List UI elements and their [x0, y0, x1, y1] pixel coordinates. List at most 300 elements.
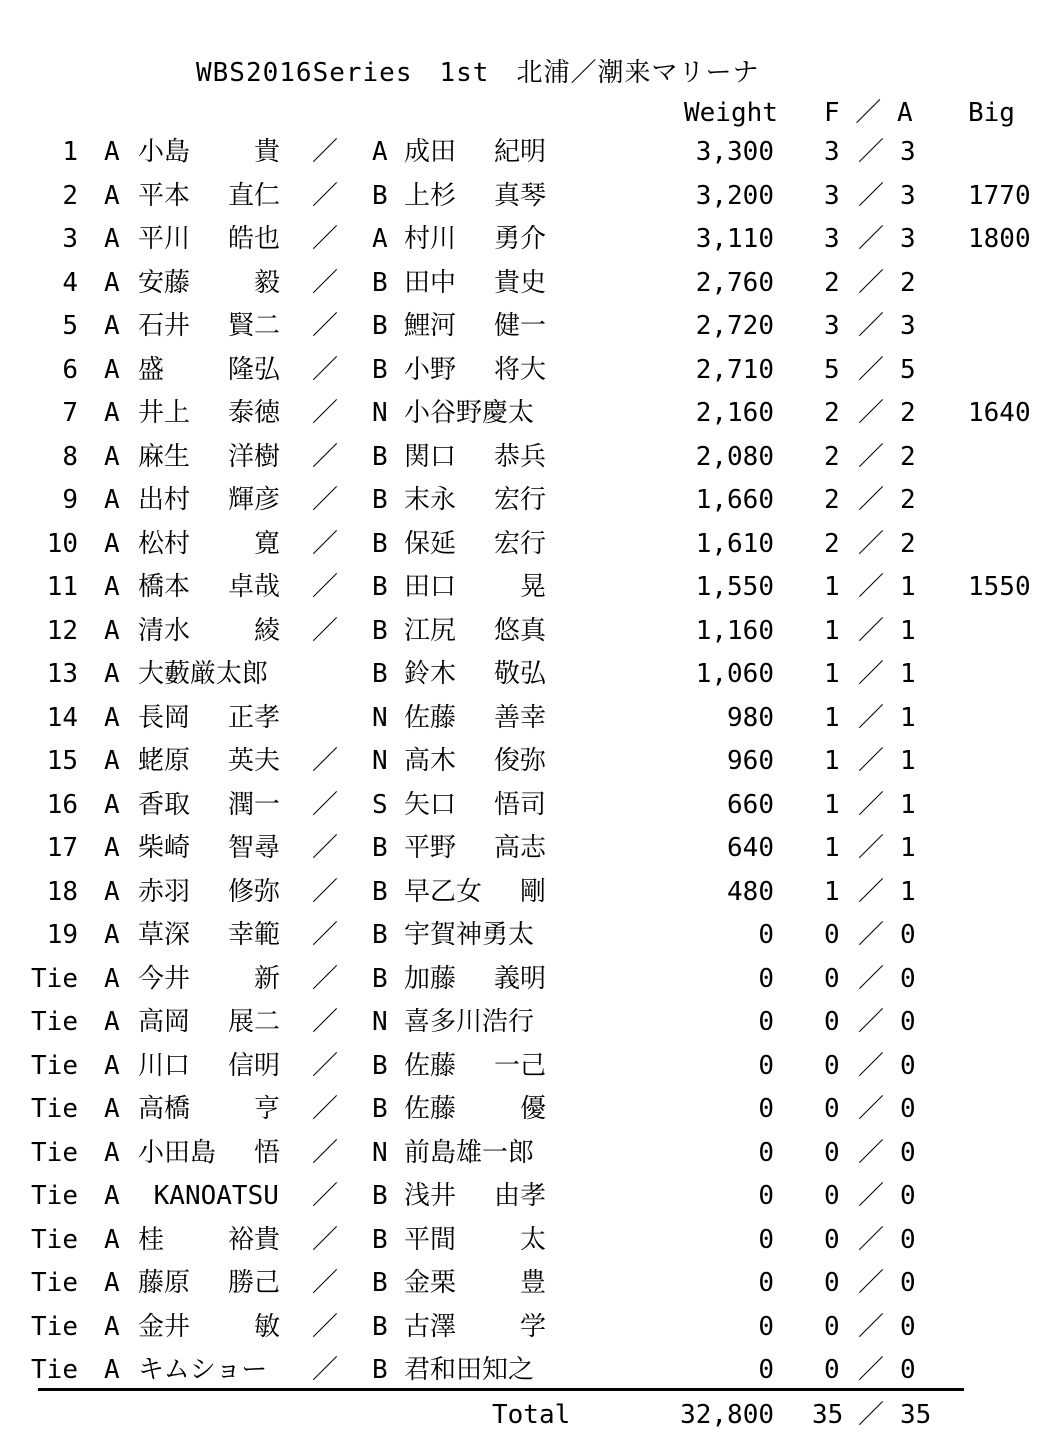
- class-1: A: [104, 485, 120, 515]
- name-2-family: 上杉: [404, 180, 457, 211]
- a-count: 1: [900, 702, 916, 733]
- a-count: 0: [900, 1137, 916, 1168]
- name-1-given: 正孝: [228, 702, 281, 733]
- name-1-given: 直仁: [228, 180, 281, 211]
- class-1: A: [104, 920, 120, 950]
- class-2: B: [372, 1224, 388, 1255]
- name-2-given: 悟司: [494, 789, 547, 820]
- weight-cell: 1,160: [695, 615, 774, 646]
- class-1: A: [104, 789, 120, 820]
- name-separator: ／: [312, 267, 339, 298]
- class-1: A: [104, 1094, 120, 1124]
- total-a: 35: [900, 1400, 932, 1430]
- f-count: 0: [824, 1311, 840, 1342]
- fa-slash: ／: [858, 224, 885, 254]
- f-count: 0: [824, 1224, 840, 1255]
- name-2-given: 由孝: [494, 1181, 547, 1211]
- class-2: B: [372, 920, 388, 950]
- name-1-family: 平川: [138, 224, 191, 254]
- rank-cell: 1: [62, 137, 78, 167]
- name-1-given: 貴: [228, 137, 281, 167]
- a-count: 0: [900, 963, 916, 994]
- a-count: 0: [900, 1094, 916, 1124]
- a-count: 0: [900, 1268, 916, 1298]
- class-2: B: [372, 1355, 388, 1385]
- header-big: Big: [968, 98, 1015, 128]
- name-2-given: 高志: [494, 833, 547, 863]
- table-row: [0, 1311, 1046, 1354]
- f-count: 2: [824, 528, 840, 559]
- total-divider: [38, 1388, 964, 1391]
- fa-slash: ／: [858, 702, 885, 733]
- table-row: [0, 354, 1046, 397]
- name-1-given: 修弥: [228, 876, 281, 907]
- name-2-given: 悠真: [494, 615, 547, 646]
- name-1-given: 亨: [228, 1094, 281, 1124]
- name-1-given: 洋樹: [228, 441, 281, 472]
- class-2: N: [372, 1137, 388, 1168]
- name-separator: ／: [312, 1181, 339, 1211]
- weight-cell: 0: [758, 920, 774, 950]
- name-1-given: 輝彦: [228, 485, 281, 515]
- table-row: [0, 574, 1046, 614]
- name-2-given: 義明: [494, 963, 547, 994]
- name-separator: ／: [312, 1007, 339, 1037]
- fa-slash: ／: [858, 876, 885, 907]
- fa-slash: ／: [858, 1268, 885, 1298]
- weight-cell: 1,610: [695, 528, 774, 559]
- table-row: [0, 313, 1046, 353]
- name-1-family: 香取: [138, 789, 191, 820]
- name-2-family: 関口: [404, 441, 457, 472]
- table-row: [0, 748, 1046, 788]
- name-1-family: 藤原: [138, 1268, 191, 1298]
- weight-cell: 960: [727, 746, 774, 776]
- name-1-given: 悟: [228, 1137, 281, 1168]
- name-1-family: 川口: [138, 1050, 191, 1081]
- f-count: 0: [824, 1137, 840, 1168]
- class-2: A: [372, 137, 388, 167]
- fa-slash: ／: [858, 1050, 885, 1081]
- table-row: [0, 139, 1046, 179]
- rank-cell: 11: [46, 572, 78, 602]
- name-1-given: 新: [228, 963, 281, 994]
- name-1-given: 信明: [228, 1050, 281, 1081]
- f-count: 2: [824, 441, 840, 472]
- name-1-family: 赤羽: [138, 876, 191, 907]
- name-2-given: 俊弥: [494, 746, 547, 776]
- name-2-family: 早乙女: [404, 876, 483, 907]
- table-row: [0, 528, 1046, 571]
- rank-cell: 17: [46, 833, 78, 863]
- big-fish: 1800: [968, 224, 1031, 254]
- class-2: N: [372, 398, 388, 428]
- a-count: 0: [900, 1224, 916, 1255]
- total-label: Total: [492, 1400, 571, 1430]
- name-2-given: 紀明: [494, 137, 547, 167]
- f-count: 5: [824, 354, 840, 385]
- f-count: 1: [824, 572, 840, 602]
- f-count: 1: [824, 876, 840, 907]
- f-count: 1: [824, 615, 840, 646]
- f-count: 1: [824, 746, 840, 776]
- name-1-given: 敏: [228, 1311, 281, 1342]
- name-2-family: 平間: [404, 1224, 457, 1255]
- name-2-given: 宏行: [494, 528, 547, 559]
- table-row: [0, 661, 1046, 701]
- weight-cell: 0: [758, 1268, 774, 1298]
- name-separator: ／: [312, 137, 339, 167]
- name-2-family: 江尻: [404, 615, 457, 646]
- class-2: B: [372, 1268, 388, 1298]
- fa-slash: ／: [858, 1094, 885, 1124]
- fa-slash: ／: [858, 398, 885, 428]
- rank-cell: 18: [46, 876, 78, 907]
- table-row: [0, 876, 1046, 919]
- name-separator: ／: [312, 1311, 339, 1342]
- name-2-given: 貴史: [494, 267, 547, 298]
- name-separator: ／: [312, 180, 339, 211]
- class-1: A: [104, 702, 120, 733]
- name-2-family: 保延: [404, 528, 457, 559]
- a-count: 0: [900, 1050, 916, 1081]
- f-count: 3: [824, 180, 840, 211]
- name-1-family: 盛: [138, 354, 165, 385]
- rank-cell: Tie: [31, 963, 78, 994]
- weight-cell: 640: [727, 833, 774, 863]
- f-count: 1: [824, 833, 840, 863]
- f-count: 1: [824, 702, 840, 733]
- a-count: 0: [900, 1007, 916, 1037]
- name-2-given: 優: [494, 1094, 547, 1124]
- name-1-family: 出村: [138, 485, 191, 515]
- name-2-given: 一己: [494, 1050, 547, 1081]
- class-2: N: [372, 1007, 388, 1037]
- name-separator: ／: [312, 1224, 339, 1255]
- name-1-family: 長岡: [138, 702, 191, 733]
- name-2-given: 健一: [494, 311, 547, 341]
- name-1-given: 英夫: [228, 746, 281, 776]
- name-separator: ／: [312, 615, 339, 646]
- name-separator: ／: [312, 572, 339, 602]
- table-row: [0, 1357, 1046, 1397]
- rank-cell: Tie: [31, 1311, 78, 1342]
- class-1: A: [104, 311, 120, 341]
- a-count: 3: [900, 311, 916, 341]
- class-2: B: [372, 1094, 388, 1124]
- f-count: 2: [824, 398, 840, 428]
- fa-slash: ／: [858, 1007, 885, 1037]
- header-fa: F ／ A: [824, 98, 913, 128]
- f-count: 0: [824, 1050, 840, 1081]
- rank-cell: 16: [46, 789, 78, 820]
- name-separator: ／: [312, 789, 339, 820]
- name-2-family: 君和田知之: [404, 1355, 535, 1385]
- name-1-family: 高橋: [138, 1094, 191, 1124]
- a-count: 0: [900, 1355, 916, 1385]
- name-2-family: 古澤: [404, 1311, 457, 1342]
- weight-cell: 0: [758, 1094, 774, 1124]
- fa-slash: ／: [858, 311, 885, 341]
- name-2-given: 善幸: [494, 702, 547, 733]
- fa-slash: ／: [858, 572, 885, 602]
- name-1-family: 橋本: [138, 572, 191, 602]
- a-count: 2: [900, 485, 916, 515]
- rank-cell: 5: [62, 311, 78, 341]
- name-separator: ／: [312, 876, 339, 907]
- class-2: B: [372, 441, 388, 472]
- f-count: 3: [824, 137, 840, 167]
- table-row: [0, 1183, 1046, 1223]
- name-2-family: 小谷野慶太: [404, 398, 535, 428]
- name-2-family: 村川: [404, 224, 457, 254]
- table-row: [0, 487, 1046, 527]
- table-row: [0, 922, 1046, 962]
- class-1: A: [104, 1050, 120, 1081]
- name-separator: ／: [312, 398, 339, 428]
- a-count: 3: [900, 137, 916, 167]
- name-2-given: 豊: [494, 1268, 547, 1298]
- fa-slash: ／: [858, 137, 885, 167]
- weight-cell: 1,060: [695, 659, 774, 689]
- name-separator: ／: [312, 224, 339, 254]
- f-count: 0: [824, 1094, 840, 1124]
- table-row: [0, 1270, 1046, 1310]
- class-1: A: [104, 963, 120, 994]
- name-2-family: 末永: [404, 485, 457, 515]
- name-1-family: 柴崎: [138, 833, 191, 863]
- name-2-family: 加藤: [404, 963, 457, 994]
- table-row: [0, 180, 1046, 223]
- name-separator: ／: [312, 833, 339, 863]
- total-row: [0, 1402, 1046, 1442]
- rank-cell: Tie: [31, 1094, 78, 1124]
- fa-slash: ／: [858, 354, 885, 385]
- table-row: [0, 1096, 1046, 1136]
- name-2-family: 矢口: [404, 789, 457, 820]
- class-2: B: [372, 615, 388, 646]
- name-2-family: 佐藤: [404, 1050, 457, 1081]
- class-2: B: [372, 876, 388, 907]
- name-1-family: 草深: [138, 920, 191, 950]
- a-count: 2: [900, 441, 916, 472]
- name-1-family: 高岡: [138, 1007, 191, 1037]
- weight-cell: 0: [758, 1007, 774, 1037]
- weight-cell: 480: [727, 876, 774, 907]
- class-1: A: [104, 659, 120, 689]
- name-1-given: 寛: [228, 528, 281, 559]
- class-1: A: [104, 224, 120, 254]
- a-count: 1: [900, 876, 916, 907]
- fa-slash: ／: [858, 485, 885, 515]
- weight-cell: 2,720: [695, 311, 774, 341]
- rank-cell: 4: [62, 267, 78, 298]
- name-1-family: 小田島: [138, 1137, 217, 1168]
- f-count: 3: [824, 311, 840, 341]
- name-2-given: 真琴: [494, 180, 547, 211]
- fa-slash: ／: [858, 789, 885, 820]
- name-2-family: 田中: [404, 267, 457, 298]
- name-1-family: 安藤: [138, 267, 191, 298]
- a-count: 2: [900, 398, 916, 428]
- name-1-given: 展二: [228, 1007, 281, 1037]
- name-2-family: 小野: [404, 354, 457, 385]
- name-1-given: 賢二: [228, 311, 281, 341]
- weight-cell: 3,200: [695, 180, 774, 211]
- class-2: B: [372, 1050, 388, 1081]
- f-count: 0: [824, 1268, 840, 1298]
- table-row: [0, 702, 1046, 745]
- name-2-given: 将大: [494, 354, 547, 385]
- name-2-family: 宇賀神勇太: [404, 920, 535, 950]
- a-count: 1: [900, 659, 916, 689]
- weight-cell: 0: [758, 1311, 774, 1342]
- a-count: 1: [900, 615, 916, 646]
- class-1: A: [104, 1268, 120, 1298]
- rank-cell: 19: [46, 920, 78, 950]
- name-2-given: 太: [494, 1224, 547, 1255]
- name-1-given: 潤一: [228, 789, 281, 820]
- weight-cell: 0: [758, 1181, 774, 1211]
- fa-slash: ／: [858, 963, 885, 994]
- class-1: A: [104, 746, 120, 776]
- rank-cell: 8: [62, 441, 78, 472]
- class-1: A: [104, 1355, 120, 1385]
- a-count: 3: [900, 224, 916, 254]
- f-count: 0: [824, 1355, 840, 1385]
- rank-cell: 12: [46, 615, 78, 646]
- name-1-given: 皓也: [228, 224, 281, 254]
- class-2: B: [372, 572, 388, 602]
- rank-cell: Tie: [31, 1224, 78, 1255]
- fa-slash: ／: [858, 746, 885, 776]
- class-2: B: [372, 267, 388, 298]
- class-1: A: [104, 1224, 120, 1255]
- weight-cell: 660: [727, 789, 774, 820]
- rank-cell: 3: [62, 224, 78, 254]
- table-row: [0, 615, 1046, 658]
- total-slash: ／: [858, 1400, 885, 1430]
- table-row: [0, 1224, 1046, 1267]
- weight-cell: 0: [758, 1224, 774, 1255]
- name-separator: ／: [312, 528, 339, 559]
- rank-cell: Tie: [31, 1268, 78, 1298]
- fa-slash: ／: [858, 615, 885, 646]
- a-count: 5: [900, 354, 916, 385]
- name-1-given: 泰徳: [228, 398, 281, 428]
- name-2-family: 金栗: [404, 1268, 457, 1298]
- f-count: 0: [824, 920, 840, 950]
- table-row: [0, 400, 1046, 440]
- name-separator: ／: [312, 485, 339, 515]
- table-row: [0, 1137, 1046, 1180]
- fa-slash: ／: [858, 1137, 885, 1168]
- rank-cell: 14: [46, 702, 78, 733]
- class-2: B: [372, 485, 388, 515]
- name-separator: ／: [312, 1050, 339, 1081]
- fa-slash: ／: [858, 1355, 885, 1385]
- rank-cell: Tie: [31, 1181, 78, 1211]
- name-2-family: 喜多川浩行: [404, 1007, 535, 1037]
- fa-slash: ／: [858, 441, 885, 472]
- name-separator: ／: [312, 1137, 339, 1168]
- weight-cell: 1,550: [695, 572, 774, 602]
- name-2-family: 鯉河: [404, 311, 457, 341]
- class-1: A: [104, 528, 120, 559]
- class-1: A: [104, 267, 120, 298]
- table-row: [0, 789, 1046, 832]
- name-separator: ／: [312, 963, 339, 994]
- weight-cell: 0: [758, 963, 774, 994]
- f-count: 0: [824, 1181, 840, 1211]
- name-2-given: 剛: [494, 876, 547, 907]
- class-2: B: [372, 963, 388, 994]
- a-count: 1: [900, 572, 916, 602]
- name-1-given: 智尋: [228, 833, 281, 863]
- name-1-family: KANOATSU: [138, 1181, 279, 1211]
- rank-cell: Tie: [31, 1007, 78, 1037]
- name-1-given: 裕貴: [228, 1224, 281, 1255]
- class-1: A: [104, 572, 120, 602]
- class-1: A: [104, 615, 120, 646]
- rank-cell: 15: [46, 746, 78, 776]
- name-separator: ／: [312, 746, 339, 776]
- class-1: A: [104, 398, 120, 428]
- a-count: 2: [900, 267, 916, 298]
- name-1-given: 幸範: [228, 920, 281, 950]
- name-2-given: 敬弘: [494, 659, 547, 689]
- name-separator: ／: [312, 1355, 339, 1385]
- name-1-family: 麻生: [138, 441, 191, 472]
- name-1-given: 隆弘: [228, 354, 281, 385]
- name-1-family: 桂: [138, 1224, 165, 1255]
- fa-slash: ／: [858, 528, 885, 559]
- name-2-family: 鈴木: [404, 659, 457, 689]
- rank-cell: 6: [62, 354, 78, 385]
- class-1: A: [104, 1007, 120, 1037]
- a-count: 2: [900, 528, 916, 559]
- class-2: B: [372, 354, 388, 385]
- big-fish: 1770: [968, 180, 1031, 211]
- rank-cell: 13: [46, 659, 78, 689]
- rank-cell: Tie: [31, 1355, 78, 1385]
- name-1-family: キムショー: [138, 1355, 268, 1385]
- class-2: B: [372, 1311, 388, 1342]
- name-2-family: 高木: [404, 746, 457, 776]
- fa-slash: ／: [858, 1224, 885, 1255]
- class-1: A: [104, 180, 120, 211]
- name-1-family: 小島: [138, 137, 191, 167]
- class-2: B: [372, 1181, 388, 1211]
- a-count: 1: [900, 833, 916, 863]
- name-1-given: 卓哉: [228, 572, 281, 602]
- weight-cell: 2,710: [695, 354, 774, 385]
- f-count: 2: [824, 267, 840, 298]
- rank-cell: 7: [62, 398, 78, 428]
- fa-slash: ／: [858, 1311, 885, 1342]
- name-separator: ／: [312, 311, 339, 341]
- name-2-given: 宏行: [494, 485, 547, 515]
- weight-cell: 3,110: [695, 224, 774, 254]
- weight-cell: 2,160: [695, 398, 774, 428]
- f-count: 1: [824, 789, 840, 820]
- name-2-given: 勇介: [494, 224, 547, 254]
- weight-cell: 3,300: [695, 137, 774, 167]
- name-1-family: 今井: [138, 963, 191, 994]
- f-count: 0: [824, 1007, 840, 1037]
- name-2-given: 恭兵: [494, 441, 547, 472]
- fa-slash: ／: [858, 180, 885, 211]
